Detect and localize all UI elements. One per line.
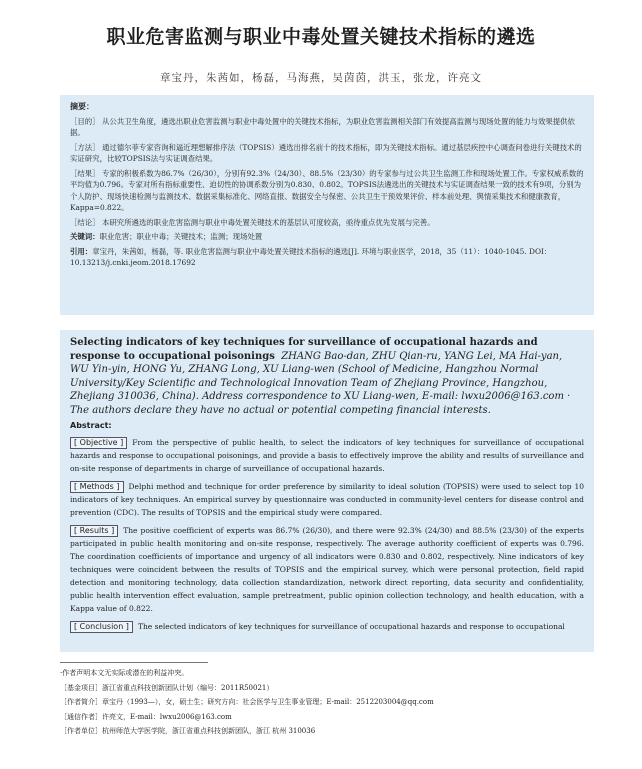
cn-conclusion-text: 本研究所遴选的职业危害监测与职业中毒处置关键技术的基层认可度较高，亟待重点优先发展与完善。 bbox=[101, 217, 435, 227]
en-methods-text: Delphi method and technique for order preference by similarity to ideal solution (TOPSIS) were used to select top 10 indicators of key techniques. An empirical survey by questionnaire was conducted in community-level centers for disease control and prevention (CDC). The results of TOPSIS and the empirical study were compared. bbox=[70, 482, 584, 517]
cn-conclusion-label: ［结论］ bbox=[70, 217, 100, 227]
cn-methods-label: ［方法］ bbox=[70, 142, 100, 152]
footnote-fund: ［基金项目］浙江省重点科技创新团队计划（编号：2011R50021） bbox=[60, 683, 274, 692]
footnote-divider bbox=[60, 662, 208, 663]
footnote-affiliation: ［作者单位］杭州师范大学医学院，浙江省重点科技创新团队，浙江 杭州 310036 bbox=[60, 727, 316, 735]
cn-keywords-text: 职业危害；职业中毒；关键技术；监测；现场处置 bbox=[99, 232, 263, 241]
cn-citation-text: 章宝丹，朱茜如，杨磊，等. 职业危害监测与职业中毒处置关键技术指标的遴选[J]. 环境与职业医学，2018，35（11）：1040-1045. DOI：10.13213/j.cnki.jeom.2018.17692 bbox=[70, 246, 552, 267]
cn-results-text: 专家的积极系数为86.7%（26/30），分别有92.3%（24/30）、88.5%（23/30）的专家参与过公共卫生监测工作和现场处置工作。专家权威系数的平均值为0.796。专家对所有指标重要性、迫切性的协调系数分别为0.830、0.802。TOPSIS法遴选出的关键技术与实证调查结果一致的技术有9项，分别为个人防护、现场快速检测与监测技术、数据采集标准化、网络直报、数据安全与保密、公共卫生干预效果评价、样本前处理、舆情采集技术和健康教育，Kappa=0.822。 bbox=[70, 168, 584, 212]
cn-objective bbox=[70, 116, 584, 139]
footnote-corresponding-author: ［通信作者］许亮文，E-mail：lwxu2006@163.com bbox=[60, 712, 232, 721]
en-authors-affiliation: ZHANG Bao-dan, ZHU Qian-ru, YANG Lei, MA Hai-yan, WU Yin-yin, HONG Yu, ZHANG Long, XU Liang-wen (School of Medicine, Hangzhou Normal University/Key Scientific and Technological Innovation Team of Zhejiang Province, Hangzhou, Zhejiang 310036, China). Address correspondence to XU Liang-wen, E-mail: lwxu2006@163.com · The authors declare they have no actual or potential competing financial interests. bbox=[70, 350, 571, 416]
en-abstract-label: Abstract: bbox=[70, 421, 112, 430]
en-methods bbox=[70, 480, 584, 519]
cn-results-label: ［结果］ bbox=[70, 168, 100, 178]
en-results-text: The positive coefficient of experts was 86.7% (26/30), and there were 92.3% (24/30) and 88.5% (23/30) of the experts participated in public health monitoring and on-site response, respectively. The average authority coefficient of experts was 0.796. The coordination coefficients of importance and urgency of all indicators were 0.830 and 0.802, respectively. Nine indicators of key techniques were coincident between the results of TOPSIS and the empirical survey, which were personal protection, field rapid detection and monitoring technology, data collection standardization, network direct reporting, data security and confidentiality, public health intervention effect evaluation, sample pretreatment, public opinion collection technology, and health education, with a Kappa value of 0.822. bbox=[70, 526, 584, 613]
cn-citation-label: 引用： bbox=[70, 246, 93, 256]
en-objective-text: From the perspective of public health, to select the indicators of key techniques for surveillance of occupational hazards and response to occupational poisonings, and provide a basis to effectively improve the ability and results of surveillance and on-site response of departments in charge of surveillance of occupational hazards. bbox=[70, 438, 584, 473]
en-conclusion-text: The selected indicators of key techniques for surveillance of occupational hazards and response to occupational bbox=[137, 622, 565, 631]
en-methods-label: [ Methods ] bbox=[70, 481, 124, 493]
footnote-declaration: ·作者声明本文无实际或潜在的利益冲突。 bbox=[60, 669, 189, 677]
author-list: 章宝丹，朱茜如，杨磊，马海燕，吴茵茵，洪玉，张龙，许亮文 bbox=[160, 72, 482, 84]
cn-abstract-heading: 摘要： bbox=[70, 102, 94, 111]
en-title: Selecting indicators of key techniques for surveillance of occupational hazards and response to occupational poisonings bbox=[70, 337, 538, 362]
en-objective bbox=[70, 436, 584, 475]
cn-objective-label: ［目的］ bbox=[70, 116, 100, 126]
footnote-author-bio: ［作者简介］章宝丹（1993—），女，硕士生；研究方向：社会医学与卫生事业管理；E-mail：2512203004@qq.com bbox=[60, 698, 434, 706]
cn-results bbox=[70, 168, 584, 214]
en-results bbox=[70, 524, 584, 615]
chinese-abstract-box bbox=[60, 95, 594, 315]
en-results-label: [ Results ] bbox=[70, 525, 118, 537]
cn-objective-text: 从公共卫生角度，遴选出职业危害监测与职业中毒处置中的关键技术指标，为职业危害监测相关部门有效提高监测与现场处置的能力与效果提供依据。 bbox=[70, 116, 575, 137]
en-objective-label: [ Objective ] bbox=[70, 437, 127, 449]
cn-citation bbox=[70, 246, 584, 269]
en-title-block bbox=[70, 336, 584, 417]
cn-methods bbox=[70, 142, 584, 165]
paper-title: 职业危害监测与职业中毒处置关键技术指标的遴选 bbox=[106, 26, 536, 48]
footnotes bbox=[60, 666, 600, 739]
english-abstract-box bbox=[60, 330, 594, 652]
en-conclusion-label: [ Conclusion ] bbox=[70, 621, 133, 633]
cn-keywords-label: 关键词： bbox=[70, 232, 100, 241]
cn-conclusion bbox=[70, 217, 584, 229]
en-conclusion bbox=[70, 620, 584, 633]
cn-methods-text: 通过德尔菲专家咨询和逼近理想解排序法（TOPSIS）遴选出排名前十的技术指标，即为关键技术指标。通过基层疾控中心调查问卷进行关键技术的实证研究，比较TOPSIS法与实证调查结果。 bbox=[70, 142, 582, 163]
cn-keywords bbox=[70, 231, 584, 243]
